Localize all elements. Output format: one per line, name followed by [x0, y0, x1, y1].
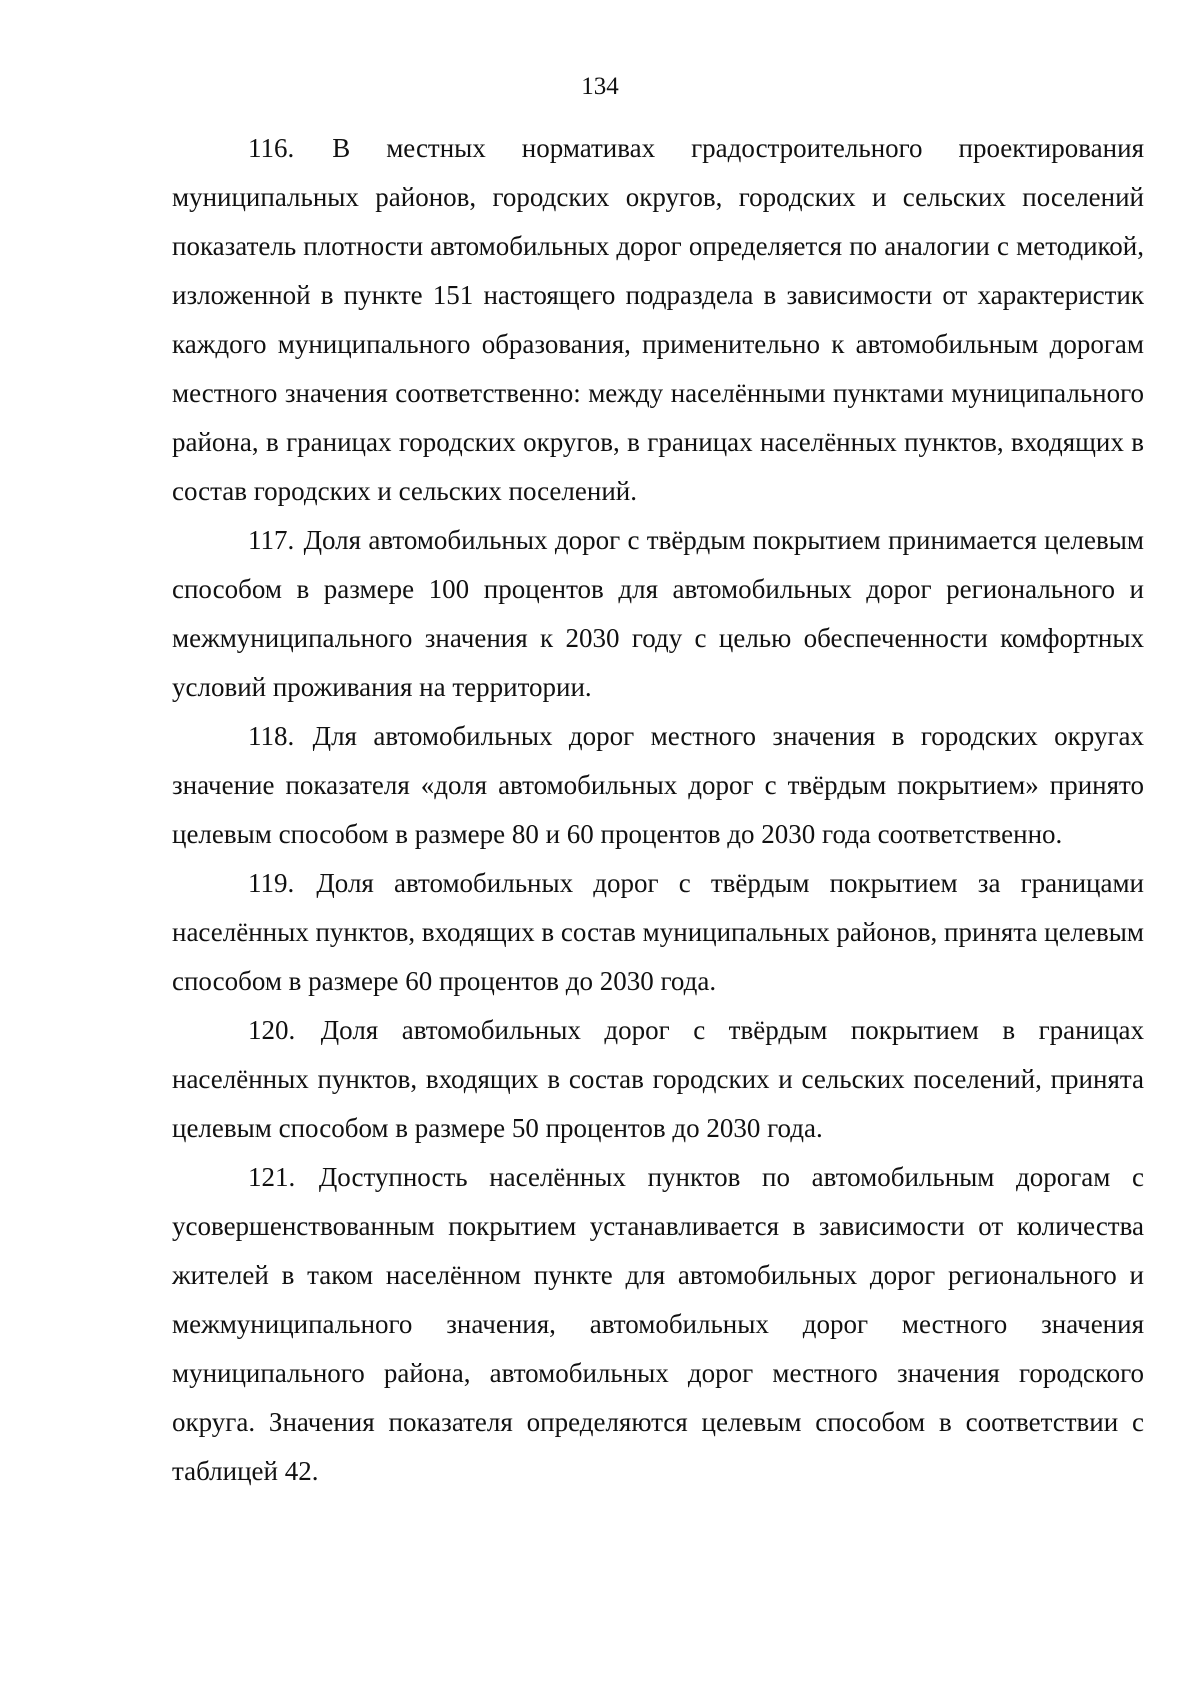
paragraph-121 [172, 1153, 1144, 1496]
paragraph-text: Для автомобильных дорог местного значения в городских округах значение показателя «доля автомобильных дорог с твёрдым покрытием» принято целевым способом в размере 80 и 60 процентов до 2030 года соответственно. [172, 721, 1145, 849]
paragraph-number: 118. [248, 721, 295, 751]
paragraph-text: В местных нормативах градостроительного проектирования муниципальных районов, городских округов, городских и сельских поселений показатель плотности автомобильных дорог определяется по аналогии с методикой, изложенной в пункте 151 настоящего подраздела в зависимости от характеристик каждого муниципального образования, применительно к автомобильным дорогам местного значения соответственно: между населёнными пунктами муниципального района, в границах городских округов, в границах населённых пунктов, входящих в состав городских и сельских поселений. [172, 133, 1144, 506]
paragraph-number: 117. [248, 525, 295, 555]
paragraph-number: 120. [248, 1015, 296, 1045]
page-number: 134 [581, 73, 619, 100]
document-body [172, 124, 1144, 1496]
paragraph-119 [172, 859, 1144, 1006]
paragraph-number: 121. [248, 1162, 296, 1192]
paragraph-number: 116. [248, 133, 295, 163]
paragraph-text: Доступность населённых пунктов по автомобильным дорогам с усовершенствованным покрытием устанавливается в зависимости от количества жителей в таком населённом пункте для автомобильных дорог регионального и межмуниципального значения, автомобильных дорог местного значения муниципального района, автомобильных дорог местного значения городского округа. Значения показателя определяются целевым способом в соответствии с таблицей 42. [172, 1162, 1144, 1486]
paragraph-118 [172, 712, 1144, 859]
paragraph-117 [172, 516, 1144, 712]
paragraph-116 [172, 124, 1144, 516]
paragraph-text: Доля автомобильных дорог с твёрдым покрытием за границами населённых пунктов, входящих в состав муниципальных районов, принята целевым способом в размере 60 процентов до 2030 года. [172, 868, 1144, 996]
paragraph-number: 119. [248, 868, 295, 898]
paragraph-120 [172, 1006, 1144, 1153]
paragraph-text: Доля автомобильных дорог с твёрдым покрытием принимается целевым способом в размере 100 процентов для автомобильных дорог регионального и межмуниципального значения к 2030 году с целью обеспеченности комфортных условий проживания на территории. [172, 525, 1144, 702]
paragraph-text: Доля автомобильных дорог с твёрдым покрытием в границах населённых пунктов, входящих в состав городских и сельских поселений, принята целевым способом в размере 50 процентов до 2030 года. [172, 1015, 1144, 1143]
